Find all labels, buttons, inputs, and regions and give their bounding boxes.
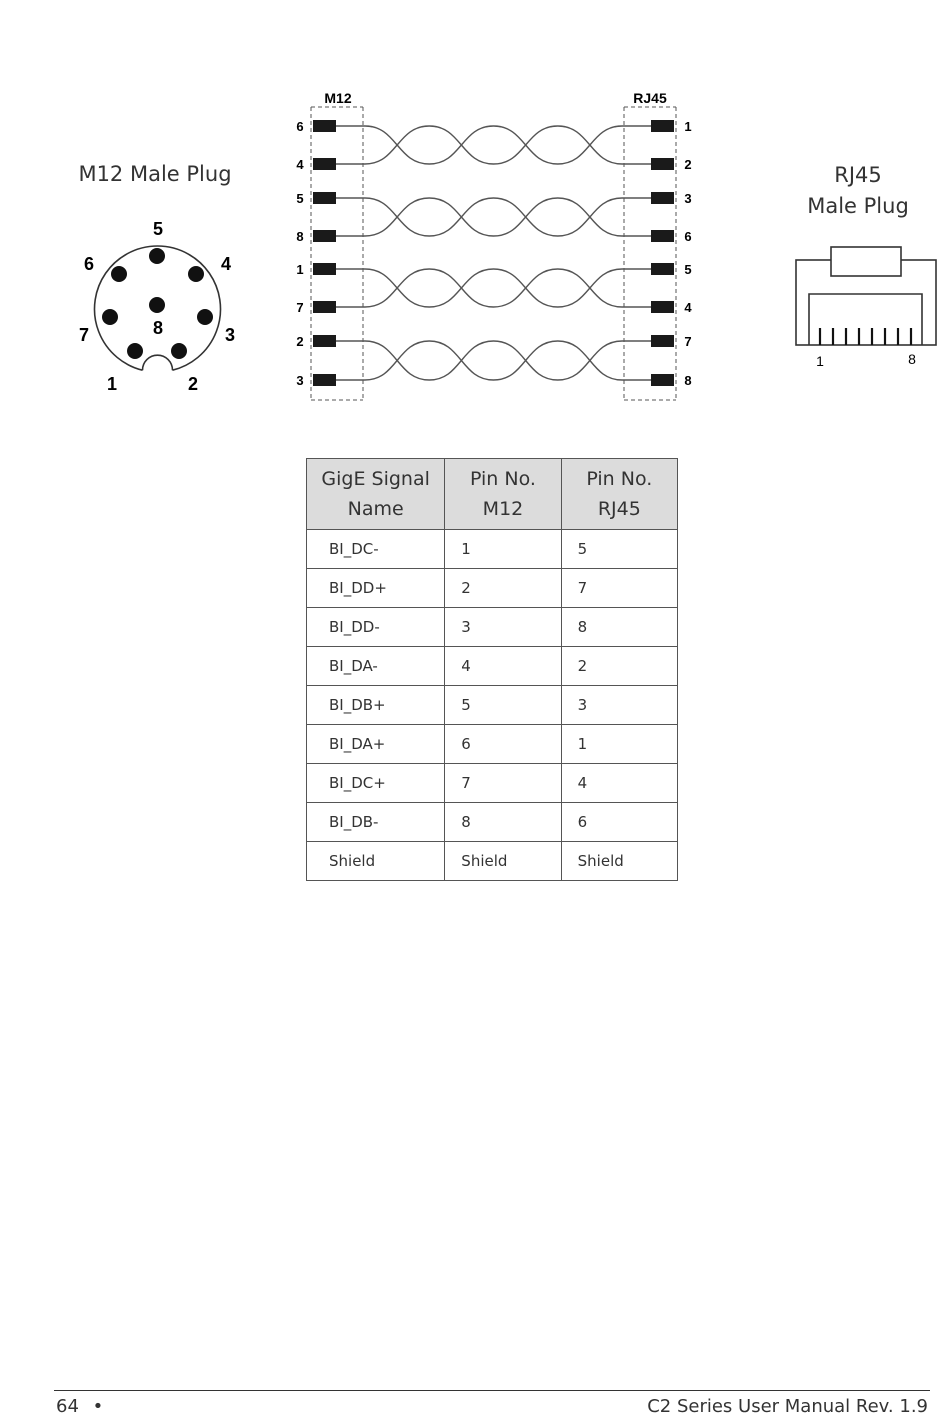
wiring-rj45-pin-label: 2 xyxy=(684,157,692,172)
wiring-m12-pin-label: 8 xyxy=(296,229,304,244)
wiring-m12-pin-label: 2 xyxy=(296,334,304,349)
wire xyxy=(365,341,622,380)
table-row xyxy=(307,803,678,842)
table-header-row xyxy=(307,459,678,530)
m12-pin-terminal xyxy=(313,120,336,132)
wiring-rj45-pin-label: 5 xyxy=(684,262,692,277)
cell-signal: BI_DD- xyxy=(307,608,445,647)
pinout-table xyxy=(306,458,678,881)
rj45-pin-first-label: 1 xyxy=(816,353,824,369)
table-row xyxy=(307,530,678,569)
rj45-pin-terminal xyxy=(651,301,674,313)
wiring-rj45-pin-label: 7 xyxy=(684,334,692,349)
wire xyxy=(365,341,622,380)
m12-pin-terminal xyxy=(313,230,336,242)
m12-pin-terminal xyxy=(313,263,336,275)
cell-m12-pin: 6 xyxy=(445,725,561,764)
m12-pin-terminal xyxy=(313,374,336,386)
m12-pin-label: 5 xyxy=(152,219,164,239)
header-signal-name: GigE Signal Name xyxy=(307,459,445,530)
cell-rj45-pin: 1 xyxy=(561,725,677,764)
table-row xyxy=(307,725,678,764)
cell-signal: BI_DB+ xyxy=(307,686,445,725)
header-pin-m12: Pin No. M12 xyxy=(445,459,561,530)
page-number: 64 xyxy=(56,1396,79,1417)
rj45-title-line1: RJ45 xyxy=(834,163,882,187)
wire xyxy=(365,198,622,236)
cell-rj45-pin: 5 xyxy=(561,530,677,569)
m12-pin-label: 3 xyxy=(224,325,236,345)
wiring-m12-pin-label: 4 xyxy=(296,157,304,172)
bullet-icon: • xyxy=(92,1396,104,1417)
cell-rj45-pin: 4 xyxy=(561,764,677,803)
wiring-rj45-pin-label: 6 xyxy=(684,229,692,244)
wiring-m12-pin-label: 6 xyxy=(296,119,304,134)
cell-rj45-pin: 6 xyxy=(561,803,677,842)
rj45-pin-terminal xyxy=(651,158,674,170)
footer-divider xyxy=(54,1390,930,1391)
rj45-pin-last-label: 8 xyxy=(908,351,916,367)
wire xyxy=(365,126,622,164)
m12-pin-label: 2 xyxy=(187,374,199,394)
cell-signal: Shield xyxy=(307,842,445,881)
cell-signal: BI_DD+ xyxy=(307,569,445,608)
cell-rj45-pin: 7 xyxy=(561,569,677,608)
m12-pin-label: 7 xyxy=(78,325,90,345)
wiring-rj45-pin-label: 3 xyxy=(684,191,692,206)
rj45-pin-terminal xyxy=(651,335,674,347)
m12-pin-terminal xyxy=(313,158,336,170)
wiring-m12-pin-label: 5 xyxy=(296,191,304,206)
table-row xyxy=(307,569,678,608)
twisted-pair xyxy=(365,198,622,236)
m12-pin-label: 8 xyxy=(152,318,164,338)
cell-m12-pin: 5 xyxy=(445,686,561,725)
m12-pin-terminal xyxy=(313,301,336,313)
table-row xyxy=(307,842,678,881)
rj45-pin-terminal xyxy=(651,120,674,132)
cell-rj45-pin: 8 xyxy=(561,608,677,647)
wiring-rj45-pin-label: 4 xyxy=(684,300,692,315)
cell-rj45-pin: 3 xyxy=(561,686,677,725)
cell-signal: BI_DC+ xyxy=(307,764,445,803)
cell-m12-pin: Shield xyxy=(445,842,561,881)
m12-pin-terminal xyxy=(313,192,336,204)
cell-m12-pin: 8 xyxy=(445,803,561,842)
rj45-pin-terminal xyxy=(651,230,674,242)
m12-pin-label: 6 xyxy=(83,254,95,274)
cell-m12-pin: 3 xyxy=(445,608,561,647)
wiring-rj45-pin-label: 1 xyxy=(684,119,692,134)
twisted-pair xyxy=(365,126,622,164)
wire xyxy=(365,269,622,307)
rj45-pin-terminal xyxy=(651,263,674,275)
wire xyxy=(365,198,622,236)
footer-manual-title: C2 Series User Manual Rev. 1.9 xyxy=(647,1396,928,1417)
cell-m12-pin: 1 xyxy=(445,530,561,569)
wiring-rj45-pin-label: 8 xyxy=(684,373,692,388)
m12-plug-diagram xyxy=(70,210,250,400)
cell-m12-pin: 2 xyxy=(445,569,561,608)
rj45-pin-terminal xyxy=(651,192,674,204)
cell-signal: BI_DA- xyxy=(307,647,445,686)
m12-plug-title: M12 Male Plug xyxy=(78,162,232,186)
table-row xyxy=(307,686,678,725)
cell-m12-pin: 7 xyxy=(445,764,561,803)
rj45-plug-diagram xyxy=(790,240,942,375)
rj45-pin-terminal xyxy=(651,374,674,386)
m12-pin-label: 4 xyxy=(220,254,232,274)
cell-signal: BI_DC- xyxy=(307,530,445,569)
cell-m12-pin: 4 xyxy=(445,647,561,686)
m12-pin-label: 1 xyxy=(106,374,118,394)
table-row xyxy=(307,647,678,686)
table-row xyxy=(307,608,678,647)
table-row xyxy=(307,764,678,803)
wiring-diagram xyxy=(285,85,705,410)
wire xyxy=(365,126,622,164)
wiring-m12-pin-label: 7 xyxy=(296,300,304,315)
wiring-m12-pin-label: 1 xyxy=(296,262,304,277)
cell-signal: BI_DA+ xyxy=(307,725,445,764)
header-pin-rj45: Pin No. RJ45 xyxy=(561,459,677,530)
rj45-plug-title xyxy=(790,160,926,222)
wiring-m12-label: M12 xyxy=(324,90,352,106)
wiring-rj45-label: RJ45 xyxy=(633,90,667,106)
rj45-title-line2: Male Plug xyxy=(807,194,909,218)
twisted-pair xyxy=(365,341,622,380)
footer-page xyxy=(56,1396,103,1417)
cell-rj45-pin: Shield xyxy=(561,842,677,881)
m12-pin-terminal xyxy=(313,335,336,347)
wiring-m12-pin-label: 3 xyxy=(296,373,304,388)
cell-rj45-pin: 2 xyxy=(561,647,677,686)
wire xyxy=(365,269,622,307)
twisted-pair xyxy=(365,269,622,307)
cell-signal: BI_DB- xyxy=(307,803,445,842)
